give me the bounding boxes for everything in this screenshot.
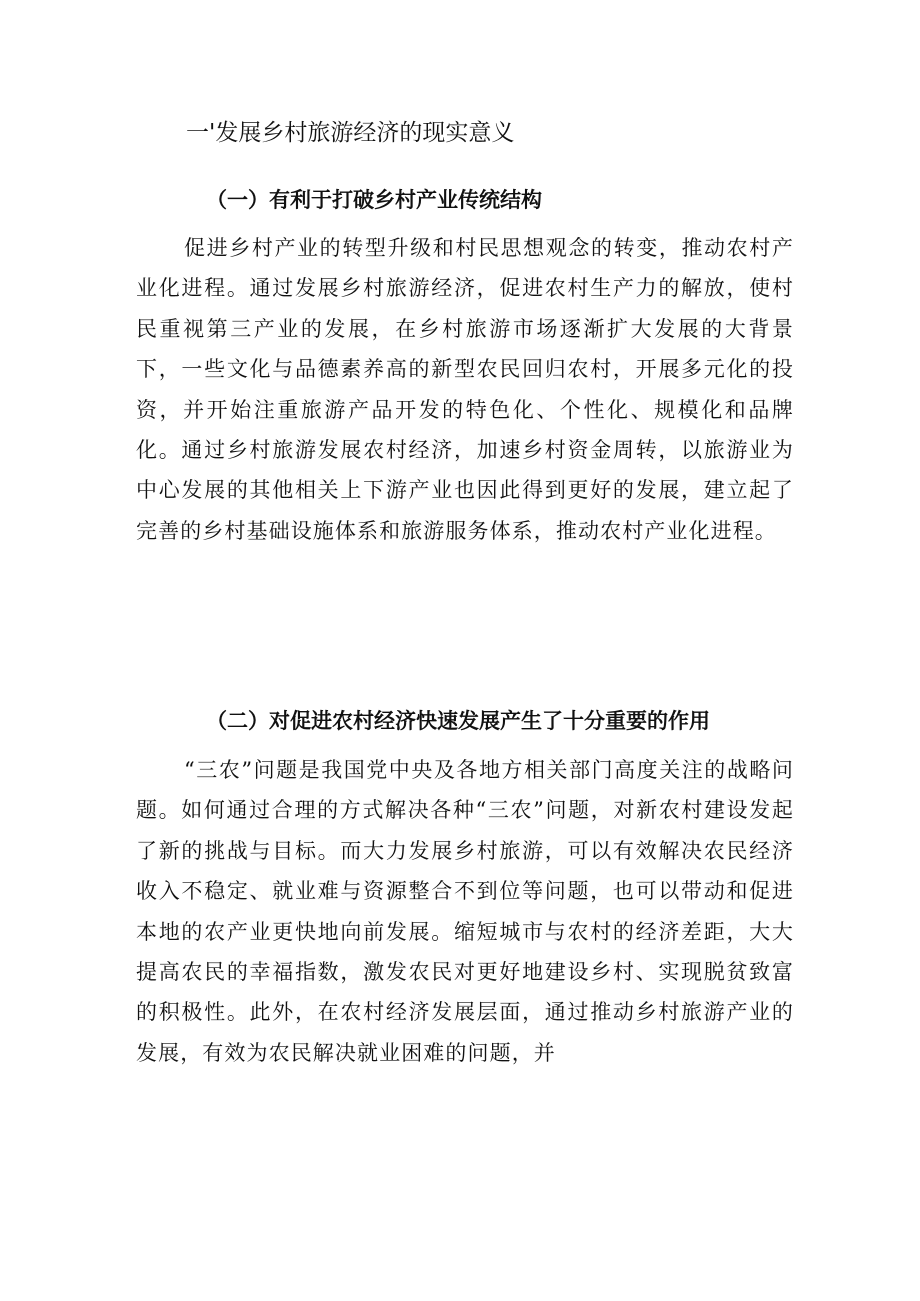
section-1-paragraph: 促进乡村产业的转型升级和村民思想观念的转变，推动农村产业化进程。通过发展乡村旅游经济，促进农村生产力的解放，使村民重视第三产业的发展，在乡村旅游市场逐渐扩大发展的大背景下，一些文化与品德素养高的新型农民回归农村，开展多元化的投资，并开始注重旅游产品开发的特色化、个性化、规模化和品牌化。通过乡村旅游发展农村经济，加速乡村资金周转，以旅游业为中心发展的其他相关上下游产业也因此得到更好的发展，建立起了完善的乡村基础设施体系和旅游服务体系，推动农村产业化进程。 xyxy=(136,236,794,543)
main-heading: 一'发展乡村旅游经济的现实意义 xyxy=(186,120,515,146)
section-1-title: （一）有利于打破乡村产业传统结构 xyxy=(206,188,542,212)
section-2-title: （二）对促进农村经济快速发展产生了十分重要的作用 xyxy=(206,709,710,733)
section-2-paragraph: “三农”问题是我国党中央及各地方相关部门高度关注的战略问题。如何通过合理的方式解决各种“三农”问题，对新农村建设发起了新的挑战与目标。而大力发展乡村旅游，可以有效解决农民经济收入不稳定、就业难与资源整合不到位等问题，也可以带动和促进本地的农产业更快地向前发展。缩短城市与农村的经济差距，大大提高农民的幸福指数，激发农民对更好地建设乡村、实现脱贫致富的积极性。此外，在农村经济发展层面，通过推动乡村旅游产业的发展，有效为农民解决就业困难的问题，并 xyxy=(136,758,794,1065)
